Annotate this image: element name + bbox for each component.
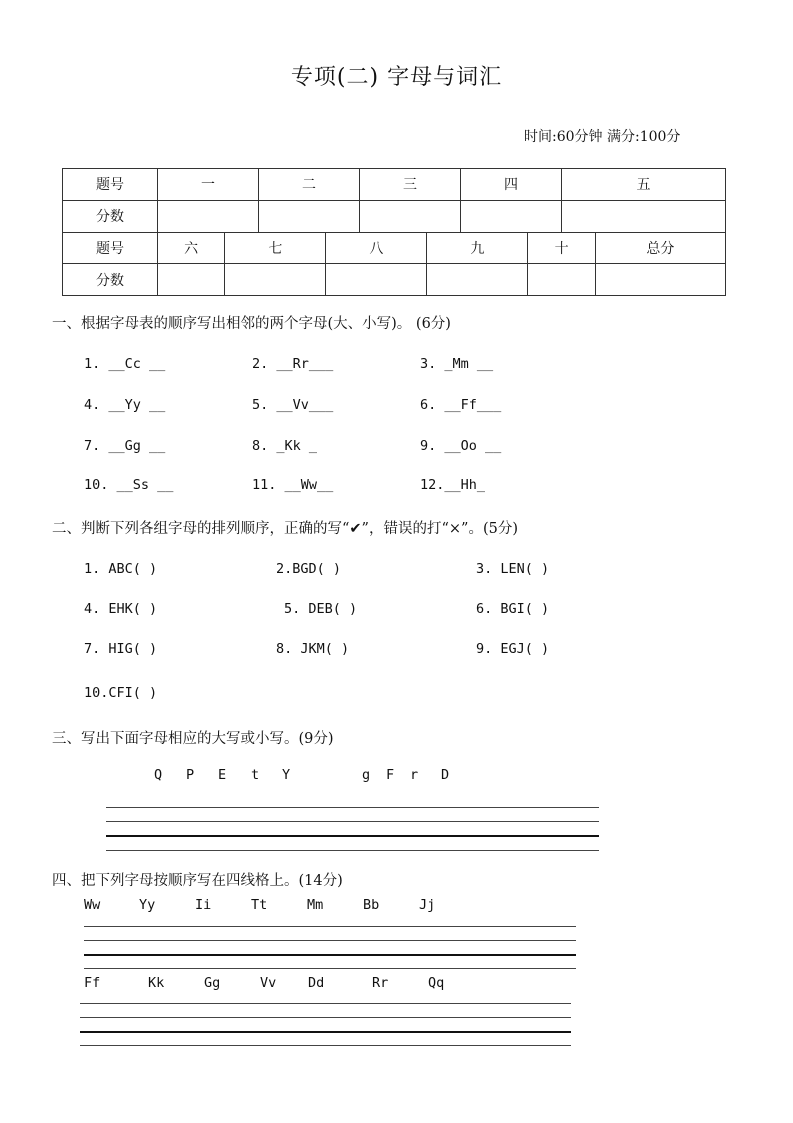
question-item: 9. EGJ( ): [476, 641, 550, 657]
letter-pair: Vv: [260, 975, 277, 991]
table-cell: 分数: [63, 200, 158, 232]
grid-line: [106, 807, 599, 808]
question-item: 12.__Hh_: [420, 477, 486, 493]
grid-line: [106, 821, 599, 822]
table-cell: 十: [528, 232, 595, 264]
score-entry-cell[interactable]: [427, 264, 528, 296]
page-title: 专项(二) 字母与词汇: [290, 65, 503, 90]
question-item: 10. __Ss __: [84, 477, 174, 493]
table-cell: 总分: [595, 232, 725, 264]
letter-pair: Gg: [204, 975, 221, 991]
letter-item: F: [386, 767, 395, 783]
grid-line: [84, 968, 576, 969]
table-cell: 五: [562, 169, 726, 201]
table-cell: 八: [326, 232, 427, 264]
question-item: 8. _Kk _: [252, 438, 318, 454]
grid-line: [84, 954, 576, 956]
table-cell: 二: [259, 169, 360, 201]
question-item: 2. __Rr___: [252, 356, 334, 372]
time-and-score-info: 时间:60分钟 满分:100分: [524, 129, 681, 145]
score-entry-cell[interactable]: [595, 264, 725, 296]
letter-pair: Dd: [308, 975, 325, 991]
question-item: 4. __Yy __: [84, 397, 166, 413]
table-cell: 题号: [63, 232, 158, 264]
table-cell: 三: [360, 169, 461, 201]
table-row: [63, 232, 726, 264]
section-1-heading: 一、根据字母表的顺序写出相邻的两个字母(大、小写)。 (6分): [52, 316, 451, 332]
letter-item: g: [362, 767, 371, 783]
question-item: 3. LEN( ): [476, 561, 550, 577]
score-table: [62, 168, 726, 296]
section-4-heading: 四、把下列字母按顺序写在四线格上。(14分): [52, 873, 343, 889]
question-item: 2.BGD( ): [276, 561, 342, 577]
table-cell: 题号: [63, 169, 158, 201]
letter-pair: Mm: [307, 897, 324, 913]
letter-pair: Ff: [84, 975, 101, 991]
letter-item: r: [410, 767, 419, 783]
table-cell: 分数: [63, 264, 158, 296]
grid-line: [84, 940, 576, 941]
score-entry-cell[interactable]: [158, 264, 225, 296]
table-cell: 一: [158, 169, 259, 201]
table-row: [63, 169, 726, 201]
grid-line: [84, 926, 576, 927]
section-2-heading: 二、判断下列各组字母的排列顺序，正确的写“✔”，错误的打“×”。(5分): [52, 521, 518, 537]
question-item: 9. __Oo __: [420, 438, 502, 454]
letter-pair: Ww: [84, 897, 101, 913]
table-row: [63, 264, 726, 296]
question-item: 10.CFI( ): [84, 685, 158, 701]
table-cell: 九: [427, 232, 528, 264]
score-entry-cell[interactable]: [562, 200, 726, 232]
table-cell: 七: [225, 232, 326, 264]
question-item: 1. __Cc __: [84, 356, 166, 372]
letter-pair: Tt: [251, 897, 268, 913]
question-item: 7. HIG( ): [84, 641, 158, 657]
table-cell: 四: [461, 169, 562, 201]
grid-line: [80, 1045, 571, 1046]
question-item: 7. __Gg __: [84, 438, 166, 454]
letter-pair: Qq: [428, 975, 445, 991]
score-entry-cell[interactable]: [360, 200, 461, 232]
score-entry-cell[interactable]: [528, 264, 595, 296]
letter-pair: Ii: [195, 897, 212, 913]
question-item: 6. BGI( ): [476, 601, 550, 617]
score-entry-cell[interactable]: [225, 264, 326, 296]
score-entry-cell[interactable]: [461, 200, 562, 232]
grid-line: [80, 1003, 571, 1004]
question-item: 5. DEB( ): [284, 601, 358, 617]
table-row: [63, 200, 726, 232]
question-item: 3. _Mm __: [420, 356, 494, 372]
letter-item: t: [251, 767, 260, 783]
question-item: 5. __Vv___: [252, 397, 334, 413]
question-item: 4. EHK( ): [84, 601, 158, 617]
letter-item: E: [218, 767, 227, 783]
grid-line: [80, 1031, 571, 1033]
letter-item: D: [441, 767, 450, 783]
letter-pair: Bb: [363, 897, 380, 913]
question-item: 8. JKM( ): [276, 641, 350, 657]
score-entry-cell[interactable]: [158, 200, 259, 232]
question-item: 1. ABC( ): [84, 561, 158, 577]
letter-pair: Kk: [148, 975, 165, 991]
table-cell: 六: [158, 232, 225, 264]
grid-line: [106, 835, 599, 837]
grid-line: [80, 1017, 571, 1018]
letter-item: P: [186, 767, 195, 783]
score-entry-cell[interactable]: [259, 200, 360, 232]
letter-pair: Jj: [419, 897, 436, 913]
grid-line: [106, 850, 599, 851]
question-item: 6. __Ff___: [420, 397, 502, 413]
question-item: 11. __Ww__: [252, 477, 334, 493]
letter-item: Q: [154, 767, 163, 783]
letter-item: Y: [282, 767, 291, 783]
section-3-heading: 三、写出下面字母相应的大写或小写。(9分): [52, 731, 334, 747]
letter-pair: Rr: [372, 975, 389, 991]
letter-pair: Yy: [139, 897, 156, 913]
score-entry-cell[interactable]: [326, 264, 427, 296]
